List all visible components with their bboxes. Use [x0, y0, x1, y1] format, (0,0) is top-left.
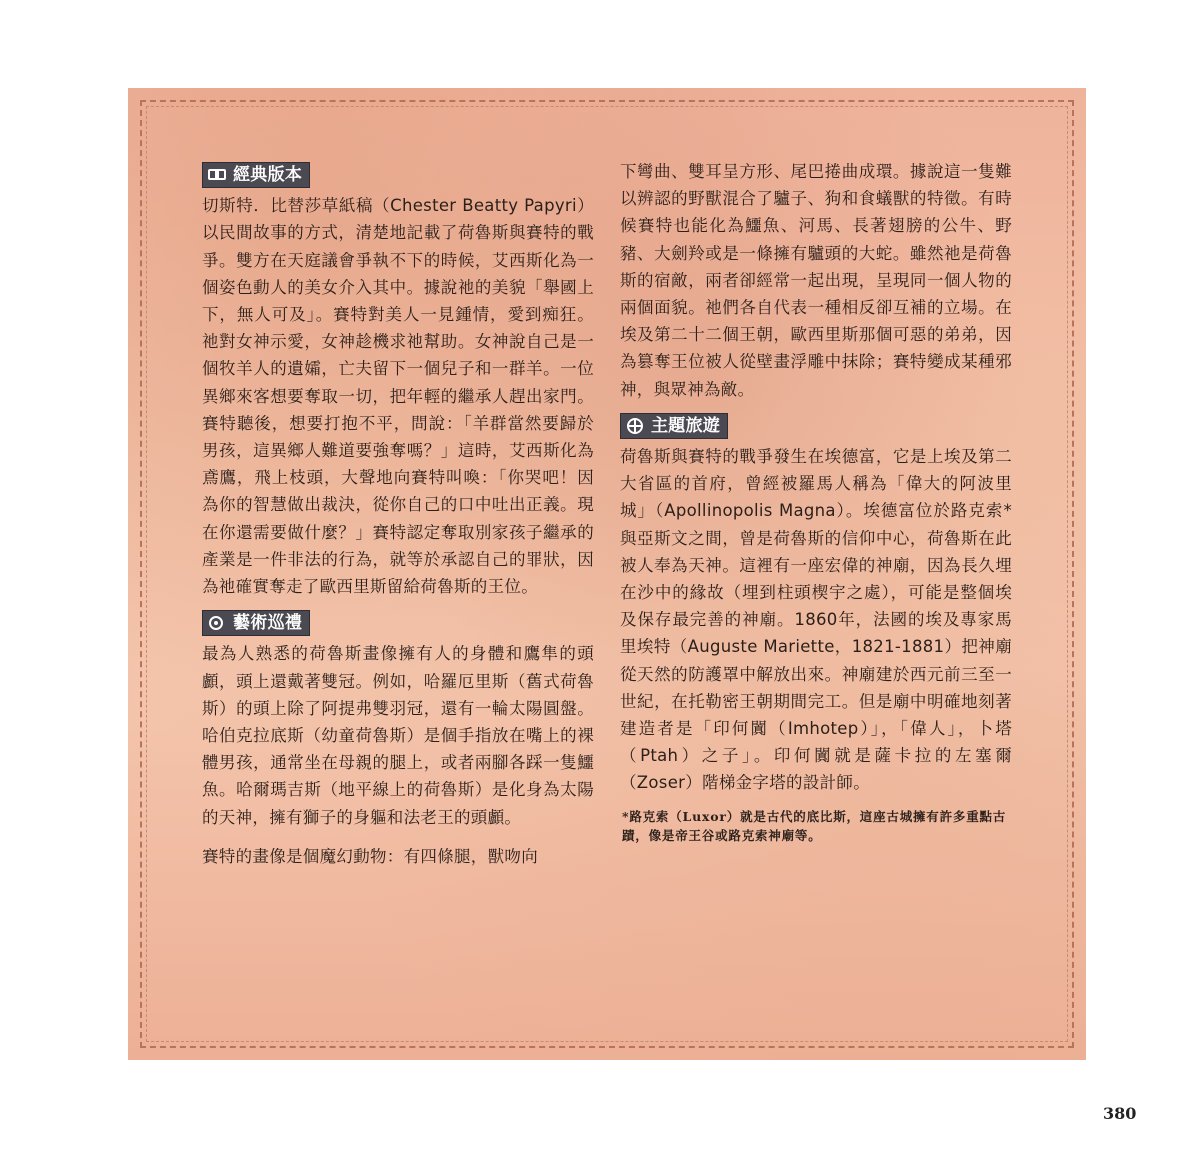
section-title-travel: 主題旅遊 — [651, 415, 721, 436]
section-heading-art — [202, 610, 310, 636]
section-heading-travel — [620, 413, 728, 439]
section-title-art: 藝術巡禮 — [233, 613, 303, 634]
art-paragraph-2-continued: 下彎曲、雙耳呈方形、尾巴捲曲成環。據說這一隻難以辨認的野獸混合了驢子、狗和食蟻獸的特徵。有時候賽特也能化為鱷魚、河馬、長著翅膀的公牛、野豬、大劍羚或是一條擁有驢頭的大蛇。雖然祂是荷魯斯的宿敵，兩者卻經常一起出現，呈現同一個人物的兩個面貌。祂們各自代表一種相反卻互補的立場。在埃及第二十二個王朝，歐西里斯那個可惡的弟弟，因為篡奪王位被人從壁畫浮雕中抹除；賽特變成某種邪神，與眾神為敵。 — [620, 162, 1012, 399]
section-heading-classic — [202, 162, 310, 188]
eye-icon — [207, 614, 229, 632]
art-paragraph-1: 最為人熟悉的荷魯斯畫像擁有人的身體和鷹隼的頭顱，頭上還戴著雙冠。例如，哈羅厄里斯（舊式荷魯斯）的頭上除了阿提弗雙羽冠，還有一輪太陽圓盤。哈伯克拉底斯（幼童荷魯斯）是個手指放在嘴上的裸體男孩，通常坐在母親的腿上，或者兩腳各踩一隻鱷魚。哈爾瑪吉斯（地平線上的荷魯斯）是化身為太陽的天神，擁有獅子的身軀和法老王的頭顱。 — [202, 644, 594, 827]
footnote: *路克索（Luxor）就是古代的底比斯，這座古城擁有許多重點古蹟，像是帝王谷或路克索神廟等。 — [622, 808, 1007, 843]
page-number: 380 — [1103, 1104, 1137, 1123]
content-panel — [128, 88, 1086, 1060]
right-column — [620, 158, 1012, 845]
travel-paragraph: 荷魯斯與賽特的戰爭發生在埃德富，它是上埃及第二大省區的首府，曾經被羅馬人稱為「偉大的阿波里城」（Apollinopolis Magna）。埃德富位於路克索*與亞斯文之間，曾是荷魯斯的信仰中心，荷魯斯在此被人奉為天神。這裡有一座宏偉的神廟，因為長久埋在沙中的緣故（埋到柱頭楔宇之處），可能是整個埃及保存最完善的神廟。1860年，法國的埃及專家馬里埃特（Auguste Mariette，1821-1881）把神廟從天然的防護罩中解放出來。神廟建於西元前三至一世紀，在托勒密王朝期間完工。但是廟中明確地刻著建造者是「印何闐（Imhotep）」，「偉人」，卜塔（Ptah）之子」。印何闐就是薩卡拉的左塞爾（Zoser）階梯金字塔的設計師。 — [620, 447, 1012, 793]
left-column — [202, 160, 594, 870]
art-paragraph-2-start: 賽特的畫像是個魔幻動物：有四條腿，獸吻向 — [202, 846, 538, 866]
book-icon — [207, 166, 229, 184]
globe-icon — [625, 417, 647, 435]
classic-paragraph: 切斯特．比替莎草紙稿（Chester Beatty Papyri）以民間故事的方式，清楚地記載了荷魯斯與賽特的戰爭。雙方在天庭議會爭執不下的時候，艾西斯化為一個姿色動人的美女介入其中。據說祂的美貌「舉國上下，無人可及」。賽特對美人一見鍾情，愛到痴狂。祂對女神示愛，女神趁機求祂幫助。女神說自己是一個牧羊人的遺孀，亡夫留下一個兒子和一群羊。一位異鄉來客想要奪取一切，把年輕的繼承人趕出家門。賽特聽後，想要打抱不平，問說：「羊群當然要歸於男孩，這異鄉人難道要強奪嗎？」這時，艾西斯化為鳶鷹，飛上枝頭，大聲地向賽特叫喚：「你哭吧！因為你的智慧做出裁決，從你自己的口中吐出正義。現在你還需要做什麼？」賽特認定奪取別家孩子繼承的產業是一件非法的行為，就等於承認自己的罪狀，因為祂確實奪走了歐西里斯留給荷魯斯的王位。 — [202, 196, 594, 597]
section-title-classic: 經典版本 — [233, 165, 303, 185]
